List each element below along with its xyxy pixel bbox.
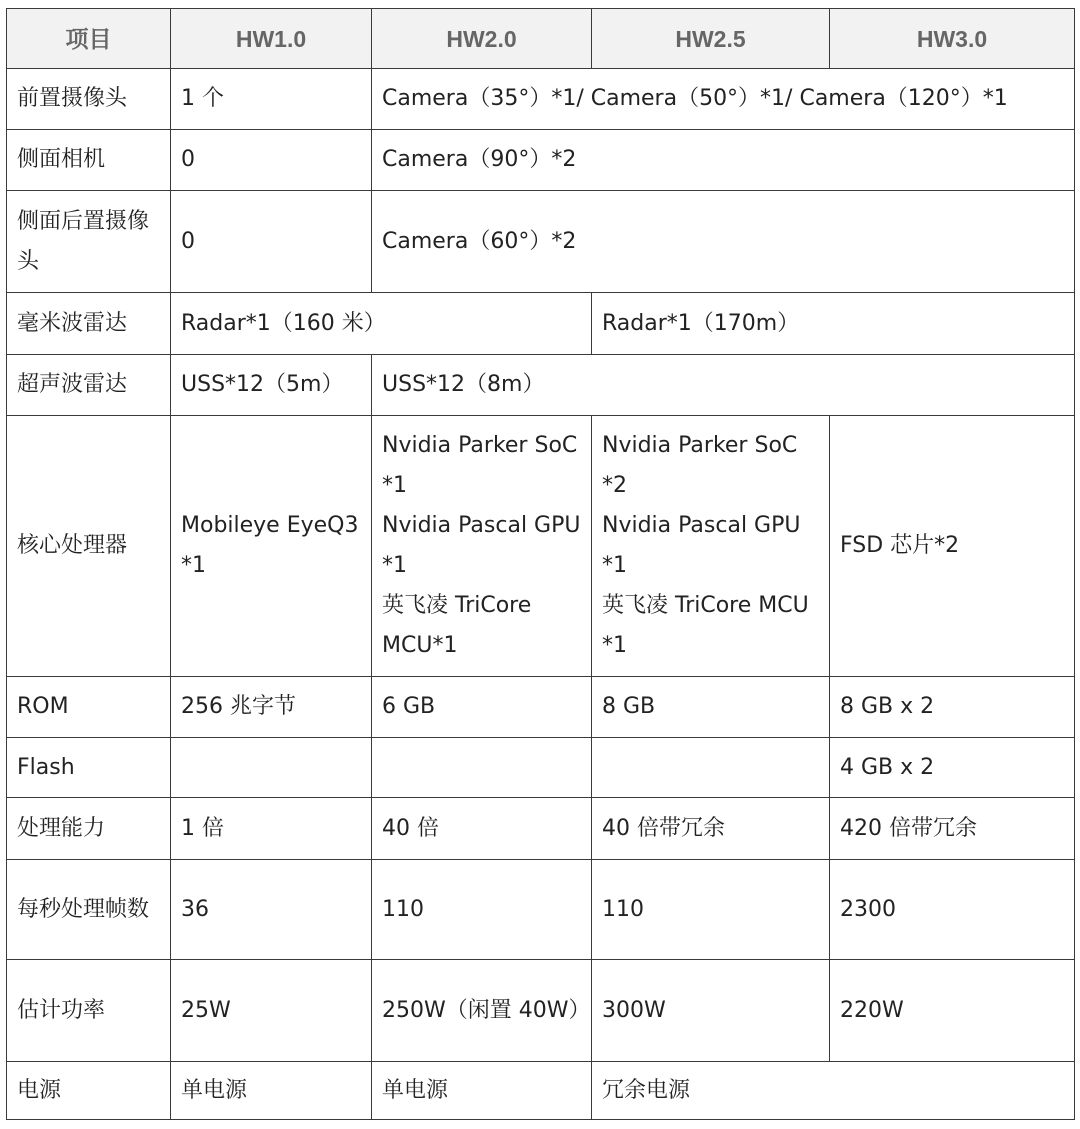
header-row xyxy=(7,9,1075,69)
table-row xyxy=(7,130,1075,191)
table-row xyxy=(7,677,1075,738)
table-cell: 2300 xyxy=(830,860,1075,960)
table-cell: 单电源 xyxy=(372,1062,592,1120)
table-cell: USS*12（8m） xyxy=(372,355,1075,416)
table-cell: 6 GB xyxy=(372,677,592,738)
table-row xyxy=(7,355,1075,416)
row-label: ROM xyxy=(7,677,171,738)
row-label: 核心处理器 xyxy=(7,416,171,677)
table-cell: 25W xyxy=(171,960,372,1062)
table-row xyxy=(7,69,1075,130)
hw-comparison-table xyxy=(6,8,1075,1120)
header-hw3: HW3.0 xyxy=(830,9,1075,69)
table-cell: 256 兆字节 xyxy=(171,677,372,738)
header-item: 项目 xyxy=(7,9,171,69)
table-cell: 单电源 xyxy=(171,1062,372,1120)
table-cell: 1 个 xyxy=(171,69,372,130)
table-row xyxy=(7,738,1075,798)
table-cell: USS*12（5m） xyxy=(171,355,372,416)
table-cell: Camera（35°）*1/ Camera（50°）*1/ Camera（120°）*1 xyxy=(372,69,1075,130)
table-cell: 220W xyxy=(830,960,1075,1062)
table-cell: 110 xyxy=(592,860,830,960)
table-row xyxy=(7,191,1075,293)
row-label: 处理能力 xyxy=(7,798,171,860)
header-hw1: HW1.0 xyxy=(171,9,372,69)
table-row xyxy=(7,1062,1075,1120)
table-cell: Radar*1（160 米） xyxy=(171,293,592,355)
table-cell: 8 GB x 2 xyxy=(830,677,1075,738)
table-cell: 110 xyxy=(372,860,592,960)
table-cell: 300W xyxy=(592,960,830,1062)
row-label: 毫米波雷达 xyxy=(7,293,171,355)
row-label: 侧面后置摄像头 xyxy=(7,191,171,293)
table-cell: FSD 芯片*2 xyxy=(830,416,1075,677)
table-cell: Radar*1（170m） xyxy=(592,293,1075,355)
table-row xyxy=(7,960,1075,1062)
table-cell: Camera（60°）*2 xyxy=(372,191,1075,293)
table-cell: Mobileye EyeQ3 *1 xyxy=(171,416,372,677)
table-cell: Camera（90°）*2 xyxy=(372,130,1075,191)
table-cell: 0 xyxy=(171,130,372,191)
table-cell: 40 倍带冗余 xyxy=(592,798,830,860)
cell-line: Nvidia Parker SoC *1 xyxy=(382,433,578,498)
table-cell: 0 xyxy=(171,191,372,293)
header-hw25: HW2.5 xyxy=(592,9,830,69)
cell-line: Nvidia Parker SoC *2 xyxy=(602,433,798,498)
row-label: 电源 xyxy=(7,1062,171,1120)
table-cell: 36 xyxy=(171,860,372,960)
cell-line: Nvidia Pascal GPU *1 xyxy=(382,513,581,578)
row-label: 侧面相机 xyxy=(7,130,171,191)
cell-line: 英飞凌 TriCore MCU*1 xyxy=(382,593,532,658)
table-row xyxy=(7,293,1075,355)
table-cell: 40 倍 xyxy=(372,798,592,860)
table-cell: 1 倍 xyxy=(171,798,372,860)
table-cell: 冗余电源 xyxy=(592,1062,1075,1120)
cell-line: Nvidia Pascal GPU *1 xyxy=(602,513,801,578)
table-cell xyxy=(372,738,592,798)
table-cell xyxy=(592,738,830,798)
row-label: 估计功率 xyxy=(7,960,171,1062)
table-cell xyxy=(372,416,592,677)
cell-line: 英飞凌 TriCore MCU *1 xyxy=(602,593,809,658)
table-cell xyxy=(592,416,830,677)
row-label: 超声波雷达 xyxy=(7,355,171,416)
table-cell: 4 GB x 2 xyxy=(830,738,1075,798)
table-cell: 250W（闲置 40W） xyxy=(372,960,592,1062)
table-cell: 8 GB xyxy=(592,677,830,738)
table-row xyxy=(7,798,1075,860)
table-cell: 420 倍带冗余 xyxy=(830,798,1075,860)
table-cell xyxy=(171,738,372,798)
table-row xyxy=(7,860,1075,960)
row-label: Flash xyxy=(7,738,171,798)
row-label: 每秒处理帧数 xyxy=(7,860,171,960)
header-hw2: HW2.0 xyxy=(372,9,592,69)
table-row xyxy=(7,416,1075,677)
row-label: 前置摄像头 xyxy=(7,69,171,130)
